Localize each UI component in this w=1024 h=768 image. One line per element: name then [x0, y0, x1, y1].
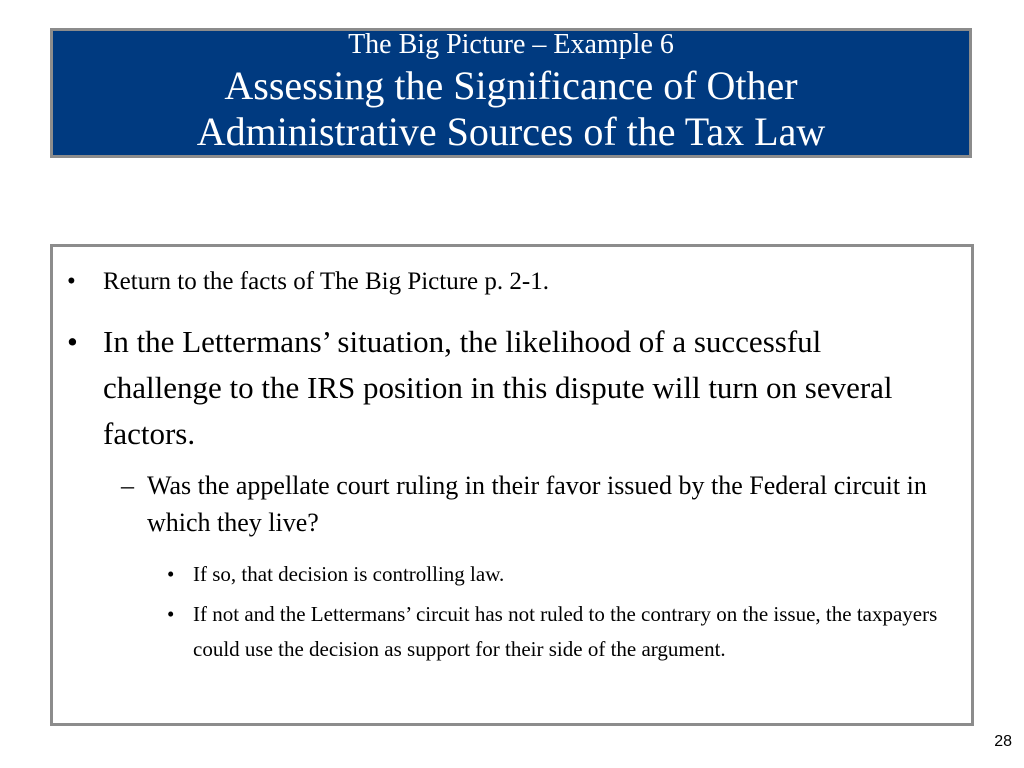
title-line-1: The Big Picture – Example 6: [348, 29, 674, 60]
title-line-3: Administrative Sources of the Tax Law: [196, 109, 826, 154]
dash-marker: –: [121, 471, 134, 500]
bullet-marker: •: [67, 268, 76, 295]
bullet-text: Return to the facts of The Big Picture p. 2-1.: [103, 268, 549, 295]
bullet-marker: •: [167, 602, 175, 626]
sub-sub-bullet-support-argument: [167, 597, 967, 667]
page-number: 28: [994, 733, 1012, 750]
bullet-lettermans-situation: [65, 319, 945, 457]
bullet-marker: •: [67, 324, 78, 359]
sub-sub-bullet-controlling-law: [167, 559, 967, 589]
sub-bullet-appellate-court: [121, 467, 951, 541]
bullet-text: In the Lettermans’ situation, the likelihood of a successful challenge to the IRS position in this dispute will turn on several factors.: [103, 324, 893, 451]
slide-title-box: [50, 28, 972, 158]
title-line-2: Assessing the Significance of Other: [224, 63, 798, 108]
bullet-marker: •: [167, 562, 175, 586]
sub-sub-bullet-text: If not and the Lettermans’ circuit has not ruled to the contrary on the issue, the taxpayers could use the decision as support for their side of the argument.: [193, 602, 938, 661]
content-box: [50, 244, 974, 726]
sub-bullet-text: Was the appellate court ruling in their favor issued by the Federal circuit in which they live?: [147, 471, 927, 537]
sub-sub-bullet-text: If so, that decision is controlling law.: [193, 562, 505, 586]
bullet-return-to-facts: [65, 267, 945, 297]
